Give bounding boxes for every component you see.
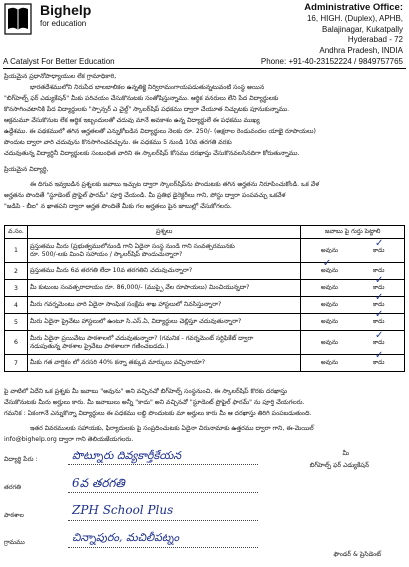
question-text: మీ కుటుంబ సంవత్సరాదాయం రూ. 86,000/- (ముప్పై వేల రూపాయలు) మించియున్నదా? — [27, 280, 300, 297]
col-answer: జవాబు పై గుర్తు పెట్టాలి — [301, 226, 405, 239]
village-value[interactable]: చిన్నాపురం, మచిలీపట్నం — [72, 531, 180, 544]
school-value[interactable]: ZPH School Plus — [72, 503, 174, 517]
table-row — [5, 314, 405, 331]
question-text: రూ. 500/-లకు మించి సహాయం / స్కాలర్‌షిప్ పొందుచున్నారా? — [29, 250, 183, 258]
office-line: Andhra Pradesh, INDIA — [319, 46, 403, 56]
note-line: ఇతర వివరములకు సహాయకు, ఫిర్యాదులకు పై సంప్రదించుటకు ఏదైనా చిరునామాకు ఉత్తరము ద్వారా గాని, ఈ-మెయిల్ — [30, 425, 314, 432]
question-text: మీకు గత వార్షికం లో నరసరి 40% కన్నా తక్కువ మార్కులు వచ్చినాయా? — [27, 355, 300, 372]
question-text: మీరు ఏదైనా ప్రైవేటు హాస్టలులో ఉంటూ సి.ఎస్.ఏ, విద్యార్థులు చెల్లిస్తూ చదువుతున్నారా? — [27, 314, 300, 331]
letter-line: ఉద్దేశము. ఈ పథకములో తగిన అర్హతలతో ఎన్నుకోబడిన విద్యార్థులు నెలకు రూ. 250/- (అక్షరాల రెండువందల యాభై రూపాయలు) — [4, 128, 316, 135]
letter-line: ఆక్రమమూ వేసుకొనుట లేక ఆర్థిక ఇబ్బందులతో చదువు మానే అవకాశం ఉన్న విద్యార్థులే ఈ పధకము ముఖ్య — [4, 117, 260, 124]
office-line: Balajinagar, Kukatpally — [322, 24, 403, 34]
row-question — [27, 331, 300, 355]
note-line: చేసుకొనుటకు మీరు అర్హులు కారు. మీ జవాబులు అన్నీ "కాదు" అని వచ్చినచో "స్టూడెంట్ ప్రొఫైల్ ఫారమ్" ను పూర్తి చేయగలరు. — [4, 399, 305, 406]
row-answer[interactable] — [301, 239, 405, 263]
table-row — [5, 331, 405, 355]
letter-line: "బిగ్‌హెల్ప్ ఫర్ ఎడ్యుకేషన్" మీకు పరిచయం చేసుకొనుటకు సంతోషిస్తున్నాము. ఆర్థిక వనరులు లేని పేద విద్యార్థులకు — [4, 95, 279, 102]
office-title: Administrative Office: — [304, 2, 403, 13]
signature-org: బిగ్‌హెల్ప్ ఫర్ ఎడ్యుకేషన్ — [309, 462, 369, 469]
school-label: పాఠశాల — [4, 512, 24, 519]
answer-no-ticked[interactable]: కాదు ✓ — [373, 339, 385, 347]
row-number: 1 — [5, 239, 28, 263]
table-header-row — [5, 226, 405, 239]
row-answer[interactable] — [301, 355, 405, 372]
letter-line: భారతదేశములోని నిరుపేద బాలబాలికల ఉన్నతిక్షై నిర్విరామంగాయపడుతున్నటువంటి సంస్థ అయిన — [30, 84, 265, 91]
row-answer[interactable] — [301, 263, 405, 280]
answer-no-ticked[interactable]: కాదు ✓ — [373, 284, 385, 292]
table-row — [5, 355, 405, 372]
answer-yes-ticked[interactable]: అవును ✓ — [321, 267, 338, 275]
question-text: నడుపుతున్న పాఠశాల ప్రైవేటు పాఠశాలగా గణించబడదు.) — [29, 342, 169, 350]
row-answer[interactable] — [301, 280, 405, 297]
letter-line: పొందుట ద్వారా వారి చదువును కొనసాగించవచ్చును. ఈ పధకము 5 నుండి 10వ తరగతి వరకు — [4, 139, 232, 146]
letter-line: "జడిపి - బీఐ" న ఖాతపని ద్వారా అర్హత పొందితే మీకు గల అర్హతలు పైన జాబుల్లో చేసుకోగలరు. — [4, 203, 232, 210]
book-logo-icon — [4, 3, 32, 35]
row-number: 3 — [5, 280, 28, 297]
row-answer[interactable] — [301, 297, 405, 314]
answer-no-ticked[interactable]: కాదు ✓ — [373, 359, 385, 367]
row-number: 6 — [5, 331, 28, 355]
class-label: తరగతి — [4, 484, 21, 491]
tagline: A Catalyst For Better Education — [3, 57, 115, 66]
answer-no-ticked[interactable]: కాదు ✓ — [373, 247, 385, 255]
header-divider — [3, 68, 406, 69]
village-label: గ్రామము — [4, 539, 25, 546]
question-text: ప్రస్తుతము మీరు 6వ తరగతి లేదా 10వ తరగతిని చదువుచున్నారా? — [27, 263, 300, 280]
student-name-label: విద్యార్థి పేరు : — [4, 456, 38, 463]
answer-yes[interactable]: అవును — [320, 284, 338, 291]
student-name-value[interactable]: పొట్నూరు దివ్యకార్తీకేయన — [72, 449, 182, 462]
table-row — [5, 280, 405, 297]
row-question — [27, 239, 300, 263]
office-line: 16, HIGH. (Duplex), APHB, — [306, 14, 403, 23]
contact-line: info@bighelp.org ద్వారా గాని తెలియజేయగలరు. — [4, 436, 134, 443]
answer-no-ticked[interactable]: కాదు ✓ — [373, 301, 385, 309]
answer-yes[interactable]: అవును — [320, 246, 338, 254]
table-row — [5, 297, 405, 314]
letter-line: చదువుతున్న విద్యార్థినీ విద్యార్థులకు సంబంధిత వారిని ఈ స్కాలర్‌షిప్ కోసము దరఖాస్తు చేసుకొనవలసినదిగా కోరుతున్నాము. — [4, 150, 300, 157]
signature-role: ఫౌండర్ & ప్రెసిడెంట్ — [333, 551, 381, 558]
row-number: 7 — [5, 355, 28, 372]
table-row — [5, 263, 405, 280]
salutation: ప్రియమైన ప్రధానోపాధ్యాయుల లేక గ్రామాధికారి, — [4, 73, 117, 80]
answer-yes[interactable]: అవును — [320, 301, 338, 308]
table-row — [5, 239, 405, 263]
brand-subtitle: for education — [40, 19, 87, 28]
letter-line: అర్హతను పొందితే "స్టూడెంట్ ప్రొఫైల్ ఫారమ్" పూర్తి చేయండి. మీ ప్రతిభ డైరెక్టరీలు గాని, పోస్టు ద్వారా పంపవచ్చు ఒకవేళ — [4, 192, 286, 199]
question-text: మీరు గవర్నమెంటు వారి ఏదైనా సాంఘిక సంక్షేమ శాఖ హాస్టలులో నివసిస్తున్నారా? — [27, 297, 300, 314]
note-line: పై వాటిలో ఏదేని ఒక ప్రశ్నకు మీ జవాబు "అవును" అని వచ్చినచో బిగ్‌హెల్ప్ సంస్థనుంచి, ఈ స్కాలర్‌షిప్ కొరకు దరఖాస్తు — [4, 388, 287, 395]
row-number: 2 — [5, 263, 28, 280]
question-text: మీరు ఏదైనా ప్రయివేటు పాఠశాలలో చదువుతున్నారా? (గమనిక - గవర్నమెంట్ సర్టిఫికేట్ ద్వారా — [29, 334, 254, 342]
row-number: 4 — [5, 297, 28, 314]
row-answer[interactable] — [301, 331, 405, 355]
student-salutation: ప్రియమైన విద్యార్థి, — [4, 166, 49, 173]
name-line — [68, 464, 258, 465]
row-answer[interactable] — [301, 314, 405, 331]
school-line — [68, 520, 258, 521]
letter-line: ఈ దిగువ ఇవ్వబడిన ప్రశ్నలకు జవాబు ఇచ్చుట ద్వారా స్కాలర్‌షిప్‌ను పొందుటకు తగిన అర్హతను నిరూపించుకోండి. ఒక వేళ — [30, 181, 320, 188]
answer-no-ticked[interactable]: కాదు ✓ — [373, 318, 385, 326]
row-number: 5 — [5, 314, 28, 331]
answer-yes[interactable]: అవును — [320, 359, 338, 366]
question-text: ప్రస్తుతము మీరు (ప్రభుత్వములోనుండి గాని ఏదైనా సంస్థ నుండి గాని సంవత్సరమునకు — [29, 242, 235, 250]
class-line — [68, 492, 258, 493]
village-line — [68, 547, 258, 548]
col-question: ప్రశ్నలు — [27, 226, 300, 239]
answer-yes[interactable]: అవును — [320, 318, 338, 325]
col-number: వ.సం. — [5, 226, 28, 239]
class-value[interactable]: 6వ తరగతి — [72, 476, 125, 490]
note-line: గమనిక : ఏకంగానే ఎన్నుకొన్నా విద్యార్థులు ఈ పధకము లబ్ధి పొందుటకు మా అర్హులు కారు మీ ఆ దరఖాస్తు తిరిగి పంపబడుతుంది. — [4, 410, 312, 417]
eligibility-table — [4, 225, 405, 372]
brand-name: Bighelp — [40, 2, 92, 18]
signature-prefix: మీ — [342, 450, 349, 457]
answer-no[interactable]: కాదు — [372, 267, 385, 274]
answer-yes[interactable]: అవును — [320, 338, 338, 346]
letter-line: కొనసాగించటానికి పేద విద్యార్థులకు "స్పాన్సర్ ఎ చైల్డ్" స్కాలర్‌షిప్ పధకము ద్వారా చేయూత నిచ్చుటకు పూనుకున్నాము. — [4, 106, 290, 113]
office-phone: Phone: +91-40-23152224 / 9849757765 — [260, 56, 403, 66]
office-address — [203, 2, 403, 68]
office-line: Hyderabad - 72 — [347, 35, 403, 45]
